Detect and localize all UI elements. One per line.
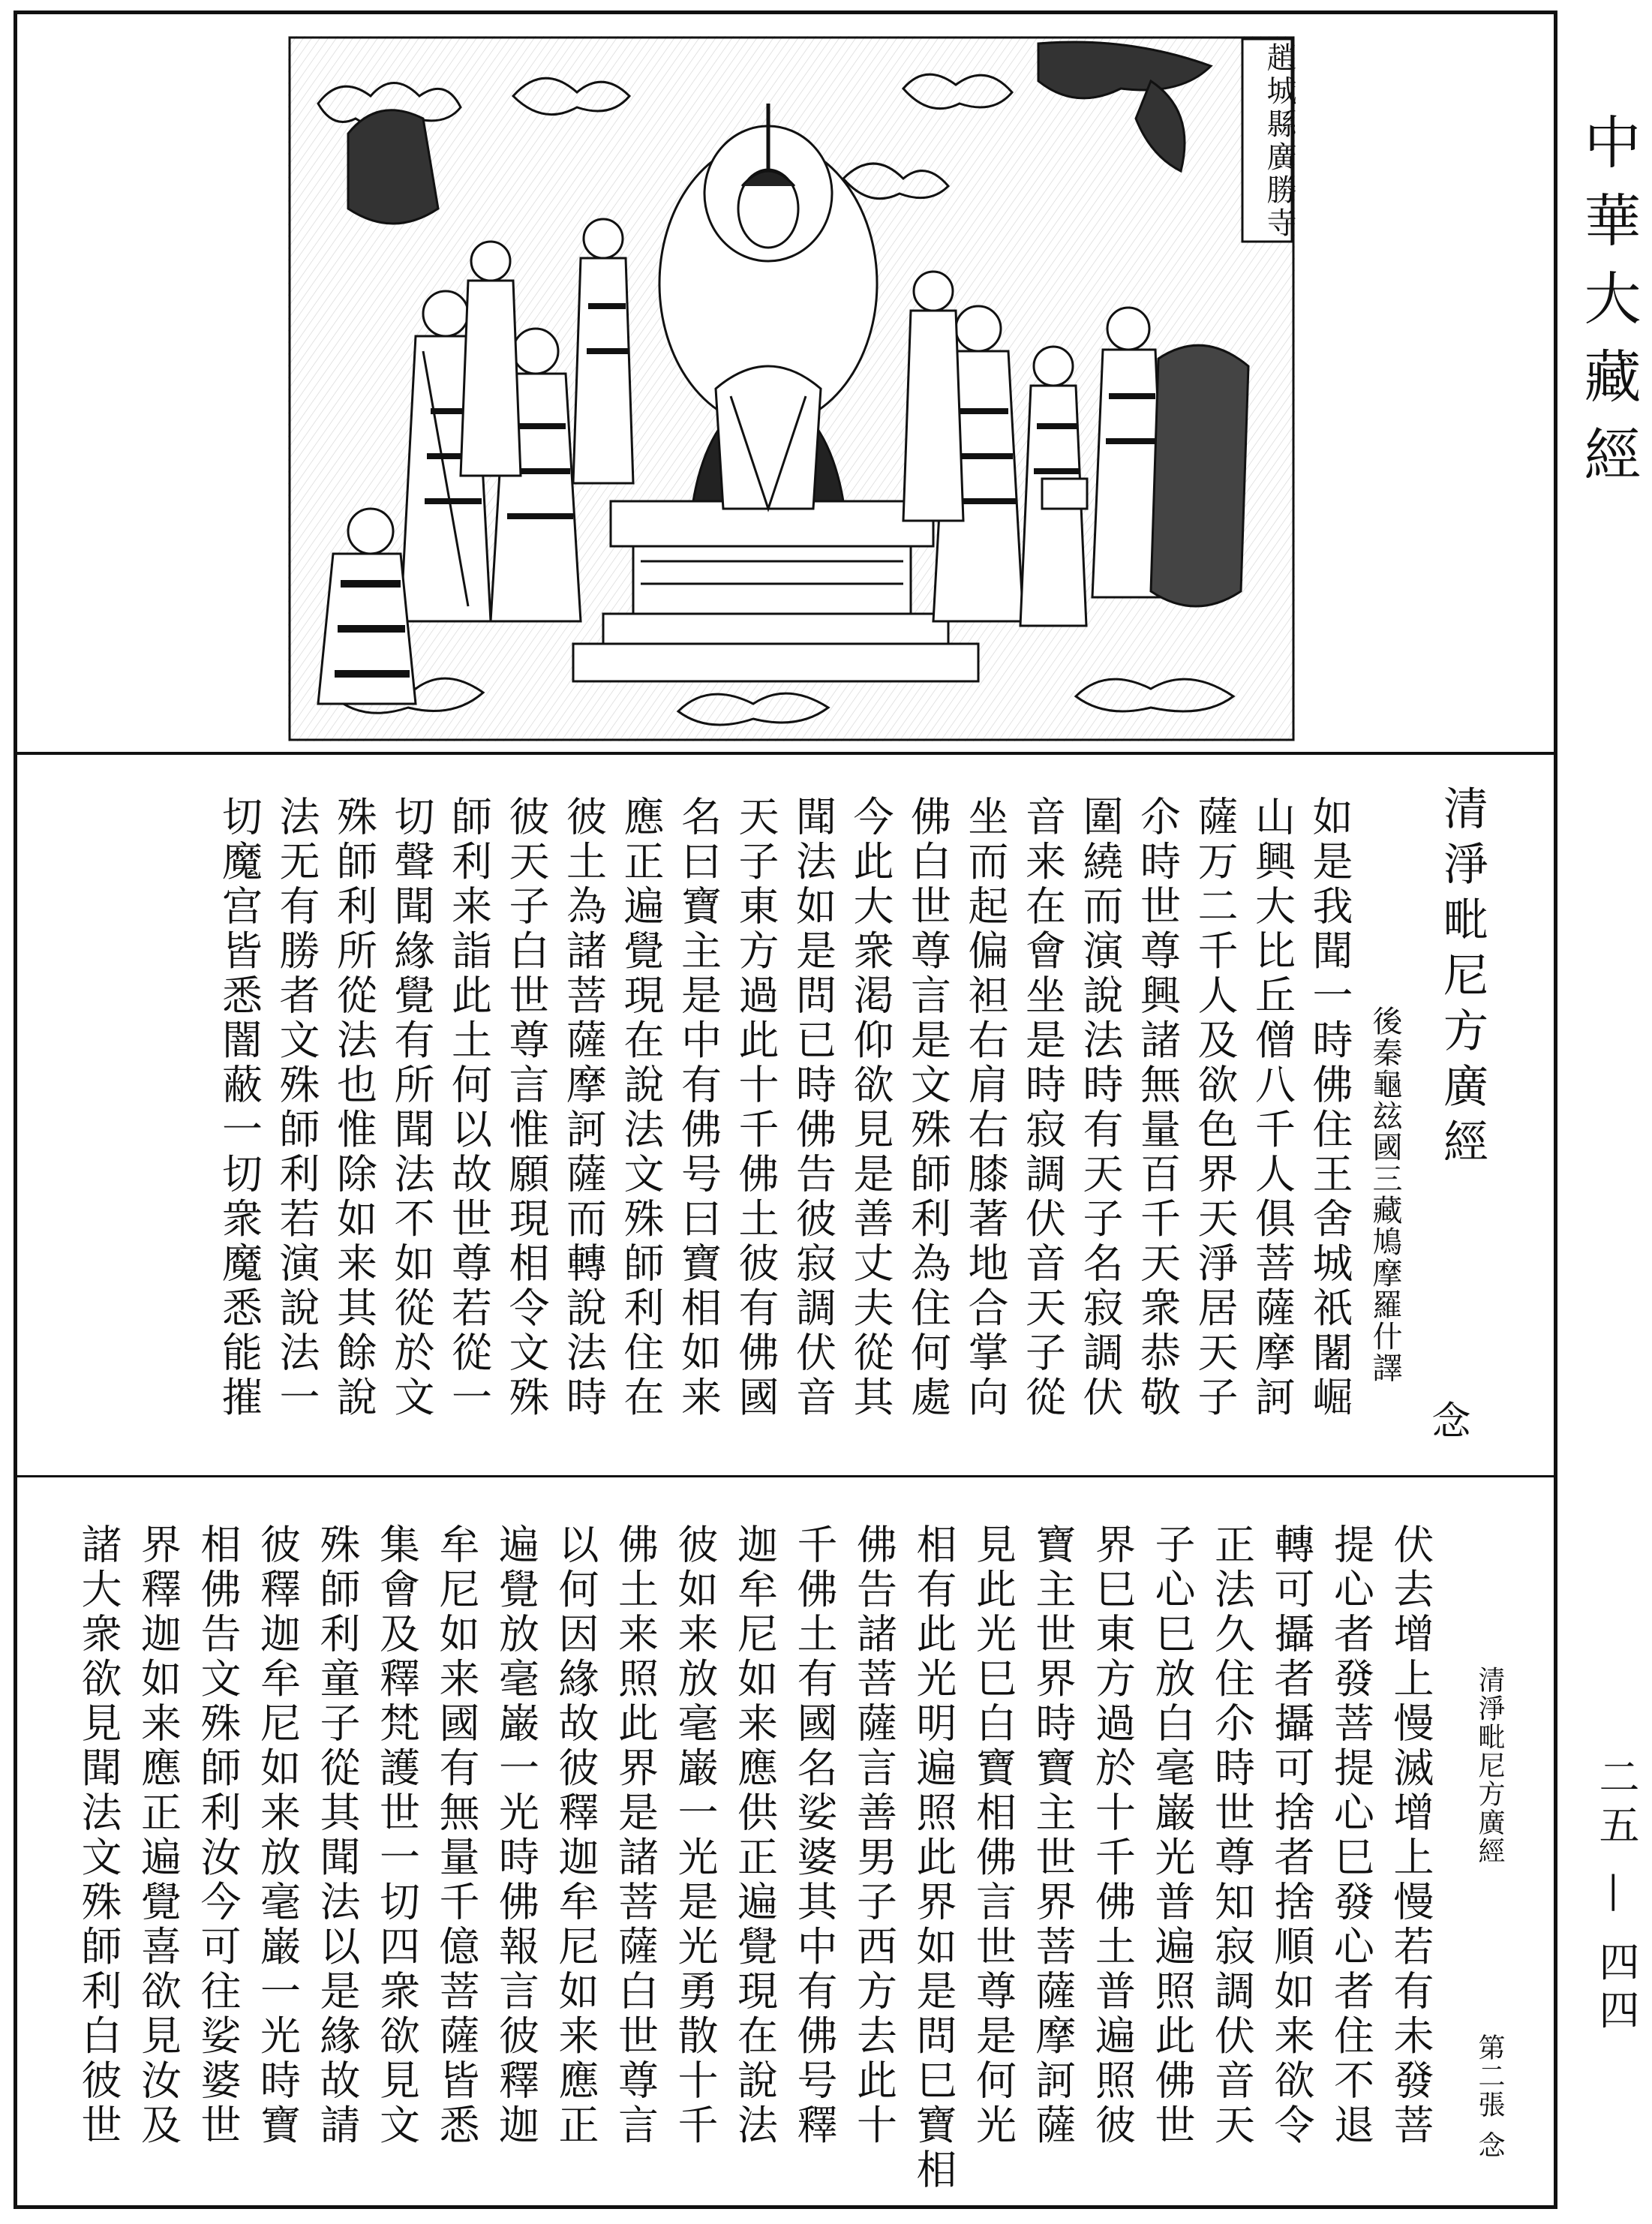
text-column: 尒時世尊興諸無量百千天衆恭敬: [1134, 795, 1182, 1420]
text-column: 薩万二千人及欲色界天淨居天子: [1191, 795, 1239, 1420]
text-column: 子心巳放白毫巌光普遍照此佛世: [1149, 1523, 1196, 2148]
section2-text: [38, 1523, 1440, 2193]
text-column: 聞法如是問已時佛告彼寂調伏音: [789, 795, 837, 1420]
text-column: 迦牟尼如来應供正遍覺現在說法: [731, 1523, 779, 2148]
text-column: 佛白世尊言是文殊師利為住何處: [904, 795, 952, 1420]
text-column: 諸大衆欲見聞法文殊師利白彼世: [75, 1523, 122, 2148]
text-column: 彼天子白世尊言惟願現相令文殊: [503, 795, 550, 1420]
text-column: 以何因緣故彼釋迦牟尼如来應正: [552, 1523, 599, 2148]
translator-credit: 後秦龜玆國三藏鳩摩羅什譯: [1368, 1005, 1402, 1384]
text-column: 提心者發菩提心巳發心者住不退: [1327, 1523, 1375, 2148]
text-column: 伏去增上慢滅增上慢若有未發菩: [1387, 1523, 1434, 2148]
text-column: 相佛告文殊師利汝今可往娑婆世: [194, 1523, 242, 2148]
text-column: 名曰寶主是中有佛号曰寶相如来: [674, 795, 722, 1420]
page-number: 二五 — 四四: [1593, 1756, 1640, 2037]
text-column: 如是我聞一時佛住王舍城祇闍崛: [1306, 795, 1353, 1420]
text-column: 佛告諸菩薩言善男子西方去此十: [850, 1523, 898, 2148]
text-column: 殊師利所從法也惟除如来其餘說: [330, 795, 378, 1420]
text-column: 彼如来放毫巌一光是光勇散十千: [671, 1523, 719, 2148]
text-column: 佛土来照此界是諸菩薩白世尊言: [611, 1523, 659, 2148]
sutra-title: 清淨毗尼方廣經: [1436, 785, 1488, 1174]
section-mark: 念: [1425, 1400, 1470, 1439]
text-column: 界釋迦如来應正遍覺喜欲見汝及: [134, 1523, 182, 2148]
text-column: 寶主世界時寶主世界菩薩摩訶薩: [1029, 1523, 1077, 2148]
text-column: 彼土為諸菩薩摩訶薩而轉說法時: [560, 795, 608, 1420]
text-column: 應正遍覺現在說法文殊師利住在: [617, 795, 665, 1420]
section1-text: [90, 795, 1358, 1456]
text-column: 千佛土有國名娑婆其中有佛号釋: [791, 1523, 838, 2148]
text-column: 集會及釋梵護世一切四衆欲見文: [373, 1523, 421, 2148]
sheet-mark: 念: [1474, 2131, 1505, 2159]
text-column: 圍繞而演說法時有天子名寂調伏: [1077, 795, 1124, 1420]
text-column: 轉可攝者攝可捨者捨順如来欲令: [1268, 1523, 1315, 2148]
text-column: 遍覺放毫巌一光時佛報言彼釋迦: [492, 1523, 540, 2148]
text-column: 相有此光明遍照此界如是問巳寶相: [910, 1523, 957, 2193]
text-column: 山興大比丘僧八千人俱菩薩摩訶: [1248, 795, 1296, 1420]
text-column: 彼釋迦牟尼如来放毫巌一光時寶: [254, 1523, 302, 2148]
text-column: 今此大衆渇仰欲見是善丈夫從其: [847, 795, 894, 1420]
illustration-caption: 趙城縣廣勝寺: [1262, 42, 1296, 240]
text-column: 天子東方過此十千佛土彼有佛國: [732, 795, 779, 1420]
text-column: 見此光巳白寶相佛言世尊是何光: [969, 1523, 1017, 2148]
running-title: 清淨毗尼方廣經: [1474, 1666, 1505, 1865]
divider-middle: [14, 1475, 1557, 1477]
sheet-number: 第二張: [1474, 2033, 1505, 2119]
buddha-illustration: [288, 36, 1295, 741]
text-column: 界巳東方過於十千佛土普遍照彼: [1089, 1523, 1137, 2148]
text-column: 牟尼如来國有無量千億菩薩皆悉: [433, 1523, 480, 2148]
divider-top: [14, 752, 1557, 755]
collection-title: 中華大藏經: [1575, 113, 1641, 503]
text-column: 正法久住尒時世尊知寂調伏音天: [1208, 1523, 1256, 2148]
text-column: 切魔宫皆悉闇蔽一切衆魔悉能摧: [215, 795, 263, 1420]
text-column: 師利来詣此土何以故世尊若從一: [445, 795, 493, 1420]
text-column: 殊師利童子從其聞法以是緣故請: [314, 1523, 361, 2148]
text-column: 切聲聞緣覺有所聞法不如從於文: [388, 795, 435, 1420]
text-column: 法无有勝者文殊師利若演說法一: [273, 795, 320, 1420]
text-column: 坐而起偏袒右肩右膝著地合掌向: [962, 795, 1009, 1420]
text-column: 音来在會坐是時寂調伏音天子從: [1019, 795, 1067, 1420]
